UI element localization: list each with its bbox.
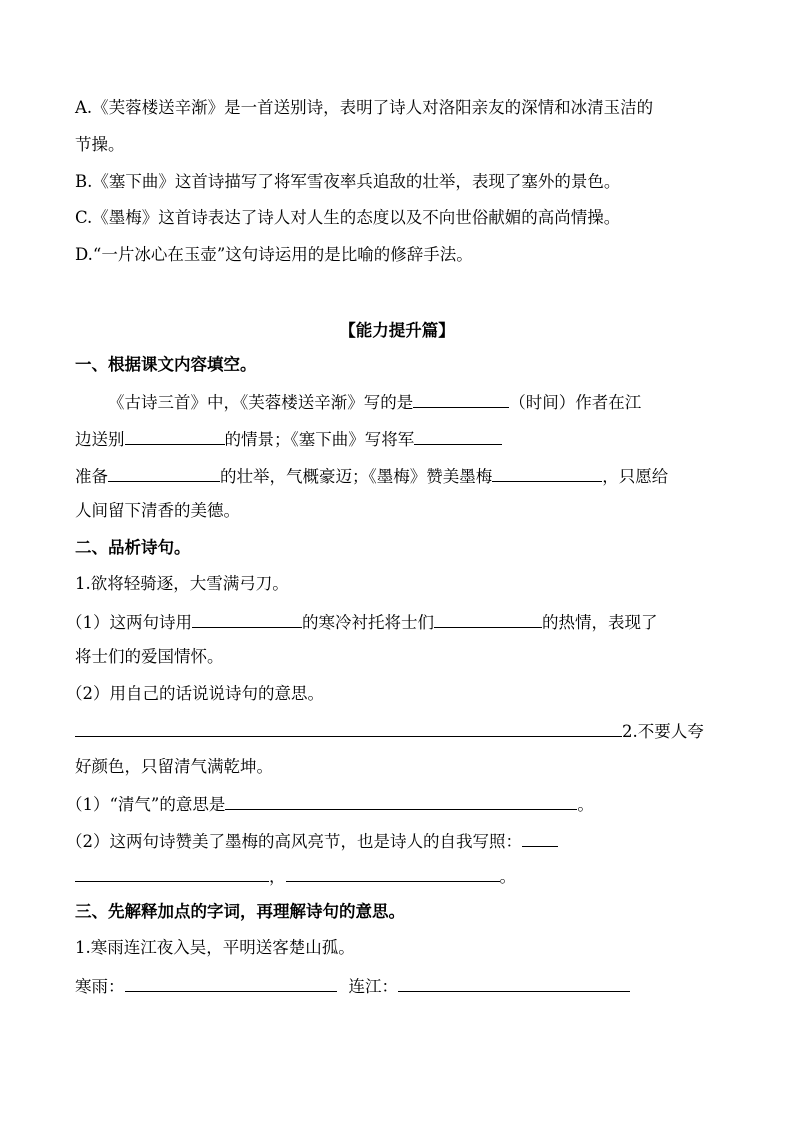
part1-line3 bbox=[75, 464, 668, 488]
part2-q2-cont: 好颜色，只留清气满乾坤。 bbox=[75, 757, 273, 776]
fill-blank[interactable] bbox=[434, 610, 542, 628]
section-title: 【能力提升篇】 bbox=[339, 321, 455, 340]
part1-heading: 一、根据课文内容填空。 bbox=[75, 355, 257, 374]
part3-q1: 1.寒雨连江夜入吴，平明送客楚山孤。 bbox=[75, 938, 355, 957]
part1-text: 边送别 bbox=[75, 430, 125, 449]
fill-blank[interactable] bbox=[125, 974, 337, 992]
label-lianjiang: 连江： bbox=[348, 977, 398, 996]
part2-text: 的寒冷衬托将士们 bbox=[302, 613, 434, 632]
part2-text: （1）“清气”的意思是 bbox=[66, 795, 226, 814]
part2-q2-1 bbox=[66, 792, 594, 816]
part2-q2-2 bbox=[66, 829, 558, 853]
fill-blank[interactable] bbox=[125, 427, 225, 445]
part1-text: 的情景；《塞下曲》写将军 bbox=[224, 430, 415, 449]
part2-q2-2-answers bbox=[75, 864, 516, 888]
part2-text: 。 bbox=[577, 795, 594, 814]
part2-q1: 1.欲将轻骑逐，大雪满弓刀。 bbox=[75, 574, 289, 593]
fill-blank[interactable] bbox=[225, 792, 577, 810]
comma: ， bbox=[269, 867, 286, 886]
option-b: B.《塞下曲》这首诗描写了将军雪夜率兵追敌的壮举，表现了塞外的景色。 bbox=[75, 172, 621, 191]
option-c: C.《墨梅》这首诗表达了诗人对人生的态度以及不向世俗献媚的高尚情操。 bbox=[75, 208, 621, 227]
part2-heading: 二、品析诗句。 bbox=[75, 538, 191, 557]
fill-blank[interactable] bbox=[108, 464, 220, 482]
part2-text: （2）这两句诗赞美了墨梅的高风亮节，也是诗人的自我写照： bbox=[66, 832, 522, 851]
part1-text: （时间）作者在江 bbox=[509, 393, 642, 412]
part1-text: 《古诗三首》中，《芙蓉楼送辛渐》写的是 bbox=[108, 393, 414, 412]
part2-q1-1 bbox=[66, 610, 658, 634]
fill-blank[interactable] bbox=[414, 427, 502, 445]
part1-text: 的壮举，气概豪迈；《墨梅》赞美墨梅 bbox=[220, 467, 493, 486]
fill-blank[interactable] bbox=[522, 829, 558, 847]
fill-blank[interactable] bbox=[75, 864, 269, 882]
part3-heading: 三、先解释加点的字词，再理解诗句的意思。 bbox=[75, 902, 405, 921]
part2-q1-1-cont: 将士们的爱国情怀。 bbox=[75, 647, 224, 666]
option-d: D.“一片冰心在玉壶”这句诗运用的是比喻的修辞手法。 bbox=[75, 245, 473, 264]
part2-text: 的热情，表现了 bbox=[542, 613, 658, 632]
part2-q1-2: （2）用自己的话说说诗句的意思。 bbox=[66, 684, 324, 703]
part1-line4: 人间留下清香的美德。 bbox=[75, 501, 240, 520]
part2-answer-line bbox=[75, 719, 704, 743]
fill-blank[interactable] bbox=[398, 974, 630, 992]
option-a-line1: A.《芙蓉楼送辛渐》是一首送别诗，表明了诗人对洛阳亲友的深情和冰清玉洁的 bbox=[75, 98, 654, 117]
answer-blank[interactable] bbox=[75, 719, 622, 737]
part1-text: ，只愿给 bbox=[602, 467, 669, 486]
option-a-line2: 节操。 bbox=[75, 135, 125, 154]
fill-blank[interactable] bbox=[413, 390, 509, 408]
label-hanyu: 寒雨： bbox=[75, 977, 125, 996]
period: 。 bbox=[499, 867, 516, 886]
part3-answers bbox=[75, 974, 630, 998]
fill-blank[interactable] bbox=[192, 610, 302, 628]
fill-blank[interactable] bbox=[286, 864, 500, 882]
part1-line1 bbox=[108, 390, 641, 414]
part1-text: 准备 bbox=[75, 467, 108, 486]
part2-text: （1）这两句诗用 bbox=[66, 613, 192, 632]
fill-blank[interactable] bbox=[492, 464, 602, 482]
part1-line2 bbox=[75, 427, 502, 451]
part2-q2-start: 2.不要人夸 bbox=[622, 722, 704, 741]
